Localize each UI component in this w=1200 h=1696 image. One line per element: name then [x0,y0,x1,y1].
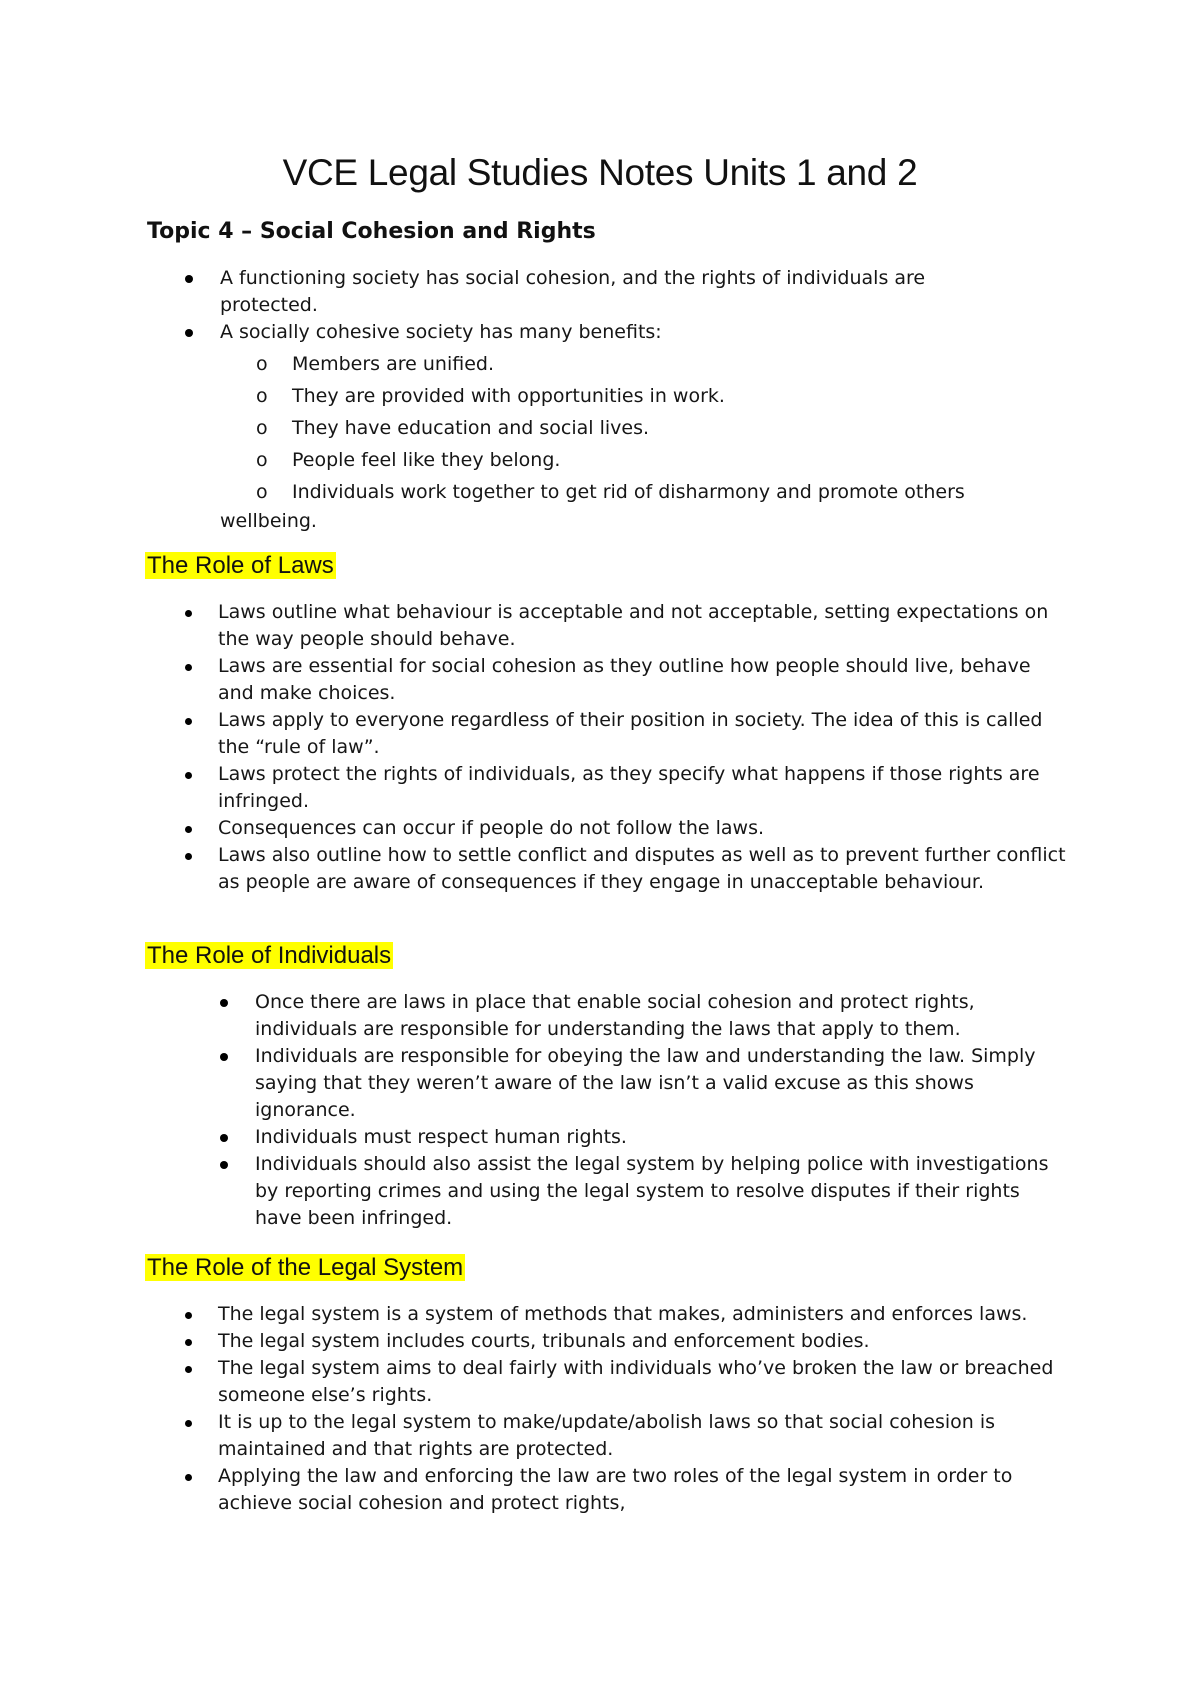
bullet-icon [185,718,192,725]
list-item-text: Consequences can occur if people do not follow the laws. [218,817,765,839]
list-item [255,1151,1055,1232]
intro-list [220,265,1010,346]
bullet-icon [185,275,193,283]
section-heading-text: The Role of Laws [147,552,334,579]
bullet-icon [185,1366,192,1373]
section-heading-legal-system [145,1253,465,1283]
bullet-icon [185,853,192,860]
bullet-icon [185,1474,192,1481]
bullet-icon [185,610,192,617]
list-item-text: Individuals should also assist the legal system by helping police with investigations by reporting crimes and using the legal system to resolve disputes if their rights have been infringed. [255,1153,1049,1229]
bullet-icon [220,1161,228,1169]
list-item [256,444,1052,476]
list-item [218,599,1068,653]
list-item-text: Individuals are responsible for obeying the law and understanding the law. Simply saying that they weren’t aware of the law isn’t a valid excuse as this shows ignorance. [255,1045,1036,1121]
list-item [255,1043,1055,1124]
benefits-continuation: wellbeing. [220,510,317,532]
bullet-icon [185,1312,192,1319]
laws-list [218,599,1068,896]
list-item-text: The legal system includes courts, tribunals and enforcement bodies. [218,1330,870,1352]
sub-bullet-icon: o [256,481,268,503]
list-item-text: A functioning society has social cohesion, and the rights of individuals are protected. [220,267,926,316]
document-title: VCE Legal Studies Notes Units 1 and 2 [282,152,918,193]
list-item [218,707,1068,761]
list-item [218,1301,1068,1328]
list-item [256,348,1052,380]
bullet-icon [220,1134,228,1142]
list-item [218,815,1068,842]
bullet-icon [185,329,193,337]
list-item-text: They are provided with opportunities in work. [292,385,725,407]
individuals-list [255,989,1055,1232]
list-item-text: Once there are laws in place that enable social cohesion and protect rights, individuals are responsible for understanding the laws that apply to them. [255,991,975,1040]
bullet-icon [185,826,192,833]
bullet-icon [185,1420,192,1427]
list-item-text: Individuals must respect human rights. [255,1126,627,1148]
list-item-text: A socially cohesive society has many benefits: [220,321,662,343]
section-heading-text: The Role of Individuals [147,942,392,969]
list-item-text: Members are unified. [292,353,494,375]
sub-bullet-icon: o [256,417,268,439]
section-heading-individuals [145,941,393,971]
list-item-text: Laws protect the rights of individuals, as they specify what happens if those rights are infringed. [218,763,1040,812]
list-item [220,265,1010,319]
list-item-text: It is up to the legal system to make/update/abolish laws so that social cohesion is maintained and that rights are protected. [218,1411,996,1460]
list-item-text: Laws apply to everyone regardless of their position in society. The idea of this is called the “rule of law”. [218,709,1043,758]
list-item [218,1463,1068,1517]
list-item [256,412,1052,444]
bullet-icon [185,664,192,671]
sub-bullet-icon: o [256,353,268,375]
list-item-text: Laws outline what behaviour is acceptable and not acceptable, setting expectations on the way people should behave. [218,601,1049,650]
list-item [255,989,1055,1043]
list-item [256,380,1052,412]
benefits-list [256,348,1052,508]
list-item [256,476,1052,508]
list-item [218,653,1068,707]
bullet-icon [220,1053,228,1061]
list-item-text: Laws are essential for social cohesion as they outline how people should live, behave and make choices. [218,655,1031,704]
list-item-text: The legal system aims to deal fairly with individuals who’ve broken the law or breached someone else’s rights. [218,1357,1054,1406]
list-item [218,1409,1068,1463]
list-item [218,1355,1068,1409]
list-item-text: Laws also outline how to settle conflict and disputes as well as to prevent further conflict as people are aware of consequences if they engage in unacceptable behaviour. [218,844,1066,893]
sub-bullet-icon: o [256,449,268,471]
list-item-text: The legal system is a system of methods that makes, administers and enforces laws. [218,1303,1028,1325]
bullet-icon [185,1339,192,1346]
legal-system-list [218,1301,1068,1517]
sub-bullet-icon: o [256,385,268,407]
bullet-icon [185,772,192,779]
section-heading-laws [145,551,336,581]
list-item-text: They have education and social lives. [292,417,650,439]
topic-heading: Topic 4 – Social Cohesion and Rights [147,219,596,244]
list-item [218,1328,1068,1355]
list-item-text: Applying the law and enforcing the law are two roles of the legal system in order to achieve social cohesion and protect rights, [218,1465,1013,1514]
list-item [220,319,1010,346]
bullet-icon [220,999,228,1007]
list-item [218,842,1068,896]
list-item [218,761,1068,815]
section-heading-text: The Role of the Legal System [147,1254,464,1281]
list-item [255,1124,1055,1151]
list-item-text: People feel like they belong. [292,449,561,471]
list-item-text: Individuals work together to get rid of disharmony and promote others [292,481,965,503]
